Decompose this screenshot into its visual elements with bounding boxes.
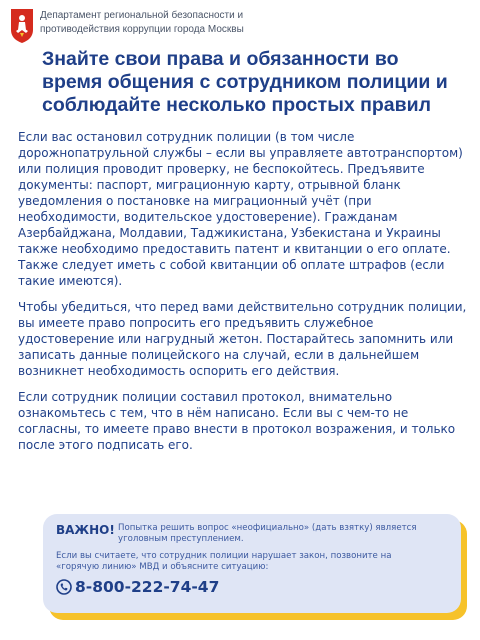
paragraph-identification: Чтобы убедиться, что перед вами действительно сотрудник полиции, вы имеете право попросить его предъявить служебное удостоверение или нагрудный жетон. Постарайтесь запомнить или записать данные полицейского на случай, если в дальнейшем возникнет необходимость оспорить его действия. [18,300,467,378]
hotline-row [56,578,449,596]
department-name [40,9,290,37]
header [10,8,290,44]
title-line-1: Знайте свои права и обязанности во [42,48,399,70]
title-line-2: время общения с сотрудником полиции и [42,71,448,93]
hotline-phone-number[interactable]: 8-800-222-74-47 [75,578,220,596]
bribe-warning: Попытка решить вопрос «неофициально» (дать взятку) является уголовным преступлением. [118,523,417,544]
paragraph-documents: Если вас остановил сотрудник полиции (в том числе дорожнопатрульной службы – если вы управляете автотранспортом) или полиция проводит проверку, не беспокойтесь. Предъявите документы: паспорт, миграционную карту, отрывной бланк уведомления о постановке на миграционный учёт (при необходимости, водительское удостоверение). Гражданам Азербайджана, Молдавии, Таджикистана, Узбекистана и Украины также необходимо предоставить патент и квитанции о его оплате. Также следует иметь с собой квитанции об оплате штрафов (если такие имеются). [18,130,463,288]
department-line-2: противодействия коррупции города Москвы [40,24,244,35]
title-line-3: соблюдайте несколько простых правил [42,94,432,116]
body-text [18,129,468,463]
important-label: ВАЖНО! [56,523,115,537]
phone-icon [56,579,72,595]
notice-box [43,514,461,613]
hotline-advice: Если вы считаете, что сотрудник полиции нарушает закон, позвоните на «горячую линию» МВД и объясните ситуацию: [56,551,392,572]
page-title [42,48,462,117]
moscow-coat-of-arms-icon [10,8,34,44]
paragraph-protocol: Если сотрудник полиции составил протокол, внимательно ознакомьтесь с тем, что в нём написано. Если вы с чем-то не согласны, то имеете право внести в протокол возражения, и только после этого подписать его. [18,390,456,452]
department-line-1: Департамент региональной безопасности и [40,10,244,21]
important-notice [43,514,467,620]
